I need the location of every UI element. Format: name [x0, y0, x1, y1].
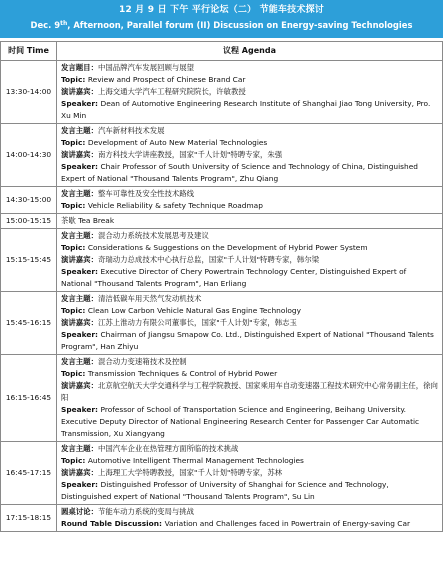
session-line [61, 254, 439, 266]
session-line [61, 149, 439, 161]
session-line-label: 发言题目： [61, 63, 98, 72]
session-line-label: Speaker: [61, 480, 101, 489]
session-line [61, 368, 439, 380]
session-time: 14:00-14:30 [1, 124, 57, 187]
table-row [1, 355, 443, 442]
agenda-column-header: 议程 Agenda [57, 42, 443, 61]
session-line [61, 98, 439, 122]
session-line [61, 200, 439, 212]
session-line [61, 479, 439, 503]
session-line-label: Topic: [61, 306, 88, 315]
session-line [61, 266, 439, 290]
session-line-text: Professor of School of Transportation Science and Engineering, Beihang University. Executive Deputy Director of National Engineering Research Center for Passenger Car Automatic Transmission, Xu Xiangyang [61, 405, 420, 438]
session-line [61, 230, 439, 242]
session-line-label: Topic: [61, 75, 88, 84]
session-details [57, 505, 443, 532]
session-line [61, 305, 439, 317]
session-line-label: 演讲嘉宾： [61, 318, 98, 327]
session-line-label: Speaker: [61, 162, 101, 171]
session-line-text: 节能车动力系统的变局与挑战 [97, 507, 195, 516]
session-line-text: Chair Professor of South University of Science and Technology of China, Distinguished Expert of National "Thousand Talents Program", Zhu Qiang [61, 162, 418, 183]
session-details [57, 292, 443, 355]
session-line-label: 发言主题： [61, 231, 98, 240]
session-line [61, 443, 439, 455]
session-line-label: Round Table Discussion: [61, 519, 165, 528]
session-line-label: 演讲嘉宾： [61, 255, 98, 264]
table-row [1, 61, 443, 124]
session-line-label: Speaker: [61, 330, 101, 339]
session-line [61, 293, 439, 305]
session-line-label: Topic: [61, 138, 88, 147]
session-line [61, 86, 439, 98]
session-time: 16:15-16:45 [1, 355, 57, 442]
session-line-text: Review and Prospect of Chinese Brand Car [87, 75, 246, 84]
session-line [61, 329, 439, 353]
session-line-text: 汽车新材料技术发展 [97, 126, 165, 135]
session-details [57, 61, 443, 124]
session-line [61, 467, 439, 479]
session-line-text: 江苏上淮动力有限公司董事长，国家"千人计划"专家，韩志玉 [97, 318, 297, 327]
session-line-label: Topic: [61, 201, 88, 210]
session-line-label: Topic: [61, 369, 88, 378]
session-line-text: Chairman of Jiangsu Smapow Co. Ltd., Distinguished Expert of National "Thousand Talents Program", Han Zhiyu [61, 330, 434, 351]
session-line [61, 455, 439, 467]
session-line-text: 南方科技大学讲座教授，国家"千人计划"特聘专家，朱强 [97, 150, 283, 159]
agenda-body [1, 61, 443, 532]
session-time: 13:30-14:00 [1, 61, 57, 124]
session-line-label: 演讲嘉宾： [61, 150, 98, 159]
session-line-label: 发言主题： [61, 126, 98, 135]
table-row [1, 214, 443, 229]
session-line-text: 混合动力变速箱技术及控制 [97, 357, 187, 366]
session-line-label: 发言主题： [61, 444, 98, 453]
time-column-header: 时间 Time [1, 42, 57, 61]
session-time: 14:30-15:00 [1, 187, 57, 214]
session-line-text: Development of Auto New Material Technologies [87, 138, 268, 147]
session-line [61, 215, 439, 227]
session-details [57, 442, 443, 505]
forum-title-en-prefix: Dec. 9 [30, 20, 61, 30]
session-line-label: Speaker: [61, 99, 101, 108]
table-row [1, 292, 443, 355]
session-line-label: Speaker: [61, 405, 101, 414]
session-line [61, 137, 439, 149]
session-line-text: Dean of Automotive Engineering Research Institute of Shanghai Jiao Tong University, Pro. Xu Min [61, 99, 431, 120]
session-line-text: Automotive Intelligent Thermal Management Technologies [87, 456, 304, 465]
session-line [61, 125, 439, 137]
session-time: 16:45-17:15 [1, 442, 57, 505]
session-line [61, 518, 439, 530]
session-time: 15:45-16:15 [1, 292, 57, 355]
session-line [61, 161, 439, 185]
session-line [61, 506, 439, 518]
session-line-label: Topic: [61, 243, 88, 252]
table-row [1, 505, 443, 532]
session-line-label: 圆桌讨论： [61, 507, 98, 516]
session-line-text: 茶歇 Tea Break [61, 216, 115, 225]
session-line-text: 整车可靠性及安全性技术路线 [97, 189, 195, 198]
agenda-table [0, 41, 443, 532]
session-line-text: Vehicle Reliability & safety Technique Roadmap [87, 201, 263, 210]
session-line-text: Variation and Challenges faced in Powertrain of Energy-saving Car [164, 519, 411, 528]
table-row [1, 442, 443, 505]
session-line-text: 北京航空航天大学交通科学与工程学院教授、国家乘用车自动变速器工程技术研究中心常务副主任，徐向阳 [61, 381, 438, 402]
session-line-text: Transmission Techniques & Control of Hybrid Power [87, 369, 278, 378]
session-time: 15:15-15:45 [1, 229, 57, 292]
session-line-label: 发言主题： [61, 189, 98, 198]
forum-title-cn: 12 月 9 日 下午 平行论坛（二） 节能车技术探讨 [119, 5, 324, 15]
session-line-label: 演讲嘉宾： [61, 381, 98, 390]
session-details [57, 214, 443, 229]
session-line-label: 发言主题： [61, 357, 98, 366]
session-time: 15:00-15:15 [1, 214, 57, 229]
session-details [57, 229, 443, 292]
session-line-label: 发言主题： [61, 294, 98, 303]
session-line-text: 上海交通大学汽车工程研究院院长，许敏教授 [97, 87, 246, 96]
session-line-label: Topic: [61, 456, 88, 465]
table-row [1, 229, 443, 292]
agenda-header-row [1, 42, 443, 61]
session-line [61, 74, 439, 86]
session-line-text: Considerations & Suggestions on the Development of Hybrid Power System [87, 243, 368, 252]
forum-title-en-suffix: , Afternoon, Parallel forum (II) Discussion on Energy-saving Technologies [67, 20, 413, 30]
session-line-text: 中国汽车企业在热管理方面所临的技术挑战 [97, 444, 239, 453]
session-details [57, 187, 443, 214]
session-line-text: Executive Director of Chery Powertrain Technology Center, Distinguished Expert of National "Thousand Talents Program", Han Erliang [61, 267, 407, 288]
session-line-label: 演讲嘉宾： [61, 468, 98, 477]
session-details [57, 124, 443, 187]
session-line-text: Clean Low Carbon Vehicle Natural Gas Engine Technology [87, 306, 301, 315]
session-line-text: 中国品牌汽车发展回顾与展望 [97, 63, 195, 72]
session-line [61, 62, 439, 74]
session-details [57, 355, 443, 442]
table-row [1, 187, 443, 214]
session-line [61, 356, 439, 368]
session-line-label: 演讲嘉宾： [61, 87, 98, 96]
forum-header-banner [0, 0, 443, 38]
session-line-text: 上海理工大学特聘教授，国家"千人计划"特聘专家，苏林 [97, 468, 283, 477]
session-line [61, 380, 439, 404]
table-row [1, 124, 443, 187]
session-line [61, 242, 439, 254]
session-line-label: Speaker: [61, 267, 101, 276]
session-line-text: 奇瑞动力总成技术中心执行总监，国家"千人计划"特聘专家，韩尔梁 [97, 255, 320, 264]
session-time: 17:15-18:15 [1, 505, 57, 532]
session-line [61, 317, 439, 329]
session-line-text: 清洁低碳车用天然气发动机技术 [97, 294, 202, 303]
session-line-text: Distinguished Professor of University of Shanghai for Science and Technology, Distinguished expert of National "Thousand Talents Program", Su Lin [61, 480, 389, 501]
forum-title-en [0, 17, 443, 32]
session-line [61, 188, 439, 200]
session-line [61, 404, 439, 440]
session-line-text: 混合动力系统技术发展思考及建议 [97, 231, 209, 240]
forum-title-en-sup: th [60, 20, 68, 27]
